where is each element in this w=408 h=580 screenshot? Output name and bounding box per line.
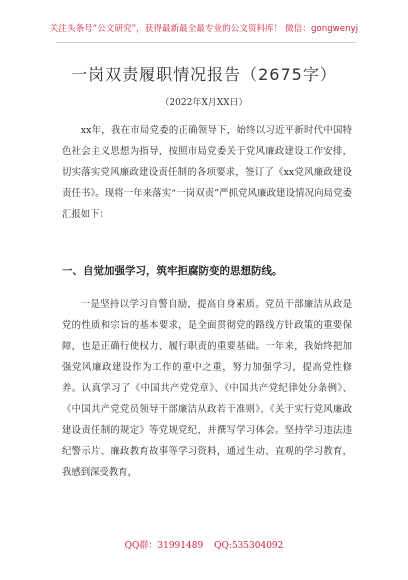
footer-contact <box>0 538 408 551</box>
body-paragraph: 一是坚持以学习自警自励，提高自身素质。党员干部廉洁从政是党的性质和宗旨的基本要求，是全面贯彻党的路线方针政策的重要保障，也是正确行使权力、履行职责的重要基础。一年来，我始终把加强党风廉政建设作为工作的重中之重，努力加强学习，提高党性修养。认真学习了《中国共产党党章》、《中国共产党纪律处分条例》、《中国共产党党员领导干部廉洁从政若干准则》、《关于实行党风廉政建设责任制的规定》等党规党纪，并撰写学习体会。坚持学习违法违纪警示片、廉政教育故事等学习资料，通过生动、直观的学习教育，我感到深受教育， <box>62 299 352 478</box>
header-banner: 关注头条号“公文研究”，获得最新最全最专业的公文资料库！ 微信：gongwenyj <box>49 24 359 34</box>
header-divider <box>56 42 356 43</box>
section-heading: 一、自觉加强学习，筑牢拒腐防变的思想防线。 <box>62 265 283 277</box>
footer-qq-group: QQ群：31991489 <box>124 541 204 551</box>
document-title: 一岗双责履职情况报告（2675字） <box>71 65 337 84</box>
footer-qq-number: QQ:535304092 <box>214 541 284 551</box>
document-date: （2022年X月XX日） <box>160 98 248 108</box>
intro-paragraph: xx年，我在市局党委的正确领导下，始终以习近平新时代中国特色社会主义思想为指导，按照市局党委关于党风廉政建设工作安排，切实落实党风廉政建设责任制的各项要求，签订了《xx党风廉政建设责任书》。现将一年来落实“一岗双责”严抓党风廉政建设情况向局党委汇报如下： <box>62 125 352 220</box>
